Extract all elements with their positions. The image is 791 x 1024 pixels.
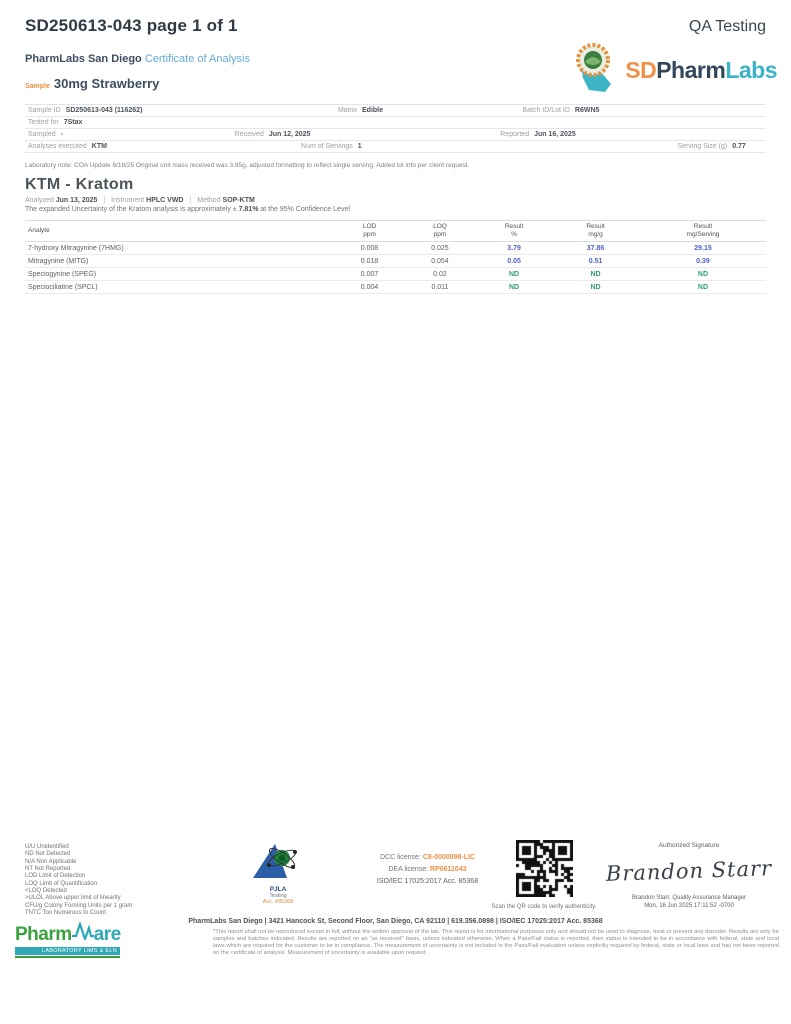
col-analyte: Analyte [28,227,50,235]
sample-info-table [25,104,766,153]
dea-license-value[interactable]: RP0611043 [430,865,467,873]
dcc-license-label: DCC license: [380,854,421,861]
pharmware-logo[interactable] [15,922,120,958]
document-id: SD250613-043 page 1 of 1 [25,16,238,35]
table-row [25,281,766,294]
page-footer [0,838,791,1024]
servings-value: 1 [357,143,362,150]
qr-code [516,840,573,897]
pjla-name: PJLA [269,886,287,893]
sdpharmlabs-logo [571,42,777,99]
info-row-4 [25,141,766,153]
table-row [25,268,766,281]
result-mgg: 0.51 [588,257,603,265]
result-mgs: 29.15 [694,244,712,252]
method-value: SOP-KTM [222,197,255,204]
authorized-signature-label: Authorized Signature [658,842,720,849]
reported-label: Reported [500,131,530,138]
result-pct: 0.05 [507,257,521,265]
loq-value: 0.02 [433,270,447,278]
result-mgs: ND [697,270,709,278]
results-table-header [25,221,766,242]
received-label: Received [234,131,264,138]
pulse-icon [72,922,94,945]
instrument-label: Instrument [111,197,145,204]
logo-sd: SD [625,57,657,83]
analyte-name: Mitragynine (MITG) [28,257,89,265]
qa-testing-label: QA Testing [688,18,766,35]
pharmware-pharm: Pharm [15,924,72,945]
lab-name: PharmLabs San Diego [25,53,142,65]
uncertainty-value: 7.81% [238,206,259,213]
pharmware-ware: are [93,924,121,945]
pharmware-underline [15,956,120,958]
lod-value: 0.008 [360,244,379,252]
section-title-ktm: KTM - Kratom [25,176,134,193]
instrument-value: HPLC VWD [146,197,184,204]
reported-value: Jun 16, 2025 [534,131,576,138]
analyte-name: Speciociliatine (SPCL) [28,283,98,291]
analyte-name: Speciogynine (SPEG) [28,270,97,278]
analyzed-label: Analyzed [25,197,54,204]
doc-type: Certificate of Analysis [144,53,250,65]
lab-address-line: PharmLabs San Diego | 3421 Hancock St, Second Floor, San Diego, CA 92110 | 619.356.0898 | ISO/IEC 17025:2017 Acc. 85368 [188,918,603,925]
col-lod: LOD ppm [362,223,377,239]
legend-item: TNTC Too Numerous to Count [25,909,106,916]
sample-id-value: SD250613-043 (116262) [65,107,143,114]
batch-value: R6WN5 [574,107,600,114]
page-header [25,16,766,36]
legend-item: ND Not Detected [25,851,71,858]
result-mgs: 0.39 [696,257,710,265]
col-loq: LOQ ppm [433,223,447,239]
legend-item: LOD Limit of Detection [25,873,86,880]
matrix-value: Edible [362,107,384,114]
uncertainty-prefix: The expanded Uncertainty of the Kratom analysis is approximately ± [25,206,237,213]
pjla-acc-number[interactable]: Acc. #85368 [262,899,294,905]
legend-item: CFU/g Colony Forming Units per 1 gram [25,902,133,909]
laboratory-note: Laboratory note: COA Update 6/16/25 Original unit mass received was 3.85g, adjusted formatting to reflect single serving. Added lot info per client request. [25,162,470,169]
loq-value: 0.011 [431,283,449,291]
tested-for-value: 7Stax [63,119,83,126]
result-pct: 3.79 [507,244,521,252]
sampled-value: - [60,131,63,138]
info-row-2 [25,117,766,129]
legend-item: U/U Unidentified [25,844,69,850]
separator: | [103,197,106,204]
pjla-sub: Testing [269,893,287,899]
sample-name: 30mg Strawberry [53,76,160,91]
analyses-value: KTM [91,143,107,150]
result-mgs: ND [697,283,709,291]
col-result-mgs: Result mg/Serving [686,223,720,239]
legend-item: >ULOL Above upper limit of linearity [25,895,121,902]
lod-value: 0.018 [360,257,379,265]
signer-name-title: Brandon Starr, Quality Assurance Manager Mon, 16 Jun 2025 17:11:52 -0700 [631,895,747,909]
dcc-license-value[interactable]: C8-0000098-LIC [422,854,475,861]
method-label: Method [197,197,221,204]
legend-item: LOQ Limit of Quantification [25,880,98,887]
loq-value: 0.054 [431,257,449,265]
batch-label: Batch ID/Lot ID [522,107,570,114]
serving-size-value: 0.77 [732,143,746,150]
abbreviation-legend [25,844,132,917]
legend-item: <LOQ Detected [25,887,67,894]
pjla-accreditation [236,840,320,905]
col-result-pct: Result % [504,223,524,239]
analyses-label: Analyses executed [28,143,87,150]
col-result-mgg: Result mg/g [586,223,605,239]
uncertainty-suffix: at the 95% Confidence Level [260,206,350,213]
info-row-1 [25,105,766,117]
sample-id-label: Sample ID [28,107,61,114]
separator: | [189,197,192,204]
signature-script: Brandon Starr [605,856,773,886]
analysis-meta-line [25,197,766,204]
loq-value: 0.025 [431,244,449,252]
legend-item: NT Not Reported [25,865,71,872]
sdpharmlabs-logo-icon [571,42,623,99]
iso-accreditation: ISO/IEC 17025:2017 Acc. 85368 [376,877,479,885]
matrix-label: Matrix [337,107,358,114]
result-mgg: 37.86 [586,244,605,252]
qr-caption: Scan the QR code to verify authenticity. [491,904,597,910]
sampled-label: Sampled [28,131,56,138]
servings-label: Num of Servings [301,143,353,150]
sample-label: Sample [25,83,50,90]
signature-block [599,842,779,911]
sdpharmlabs-logo-text [625,57,777,84]
results-table [25,220,766,294]
serving-size-label: Serving Size (g) [677,143,728,150]
tested-for-label: Tested for [28,119,59,126]
pharmware-subtitle: LABORATORY LIMS & ELN [15,947,120,955]
table-row [25,255,766,268]
lod-value: 0.007 [360,270,379,278]
table-row [25,242,766,255]
info-row-3 [25,129,766,141]
received-value: Jun 12, 2025 [268,131,311,138]
pjla-logo-icon [249,867,307,884]
result-pct: ND [508,283,520,291]
logo-pharm: Pharm [656,57,726,83]
lod-value: 0.004 [360,283,379,291]
analyte-name: 7-hydroxy Mitragynine (7HMG) [28,244,124,252]
disclaimer-text: *This report shall not be reproduced except in full, without the written approval of the lab. This report is for informational purposes only and should not be used to diagnose, treat or prevent any disorder. Results are only for samples and batches indicated. Results are reported on an "as received" basis, unless indicated otherwise. When a Pass/Fail status is reported, then status is intended to be in accordance with federal, state and local laws which are required for the customer to be in compliance. The measurement of uncertainty is not included in the Pass/Fail evaluation unless explicitly required by federal, state or local laws and has not been reported on the certificate of analysis. Measurement of uncertainty is available upon request. [213,929,779,956]
legend-item: N/A Non Applicable [25,858,77,865]
analyzed-date: Jun 13, 2025 [55,197,98,204]
uncertainty-statement [25,206,766,213]
signature-datetime: Mon, 16 Jun 2025 17:11:52 -0700 [644,902,734,909]
result-mgg: ND [590,270,601,278]
logo-labs: Labs [725,57,777,83]
result-mgg: ND [590,283,601,291]
dea-license-label: DEA license: [388,865,429,873]
qr-block [484,840,604,910]
result-pct: ND [508,270,520,278]
